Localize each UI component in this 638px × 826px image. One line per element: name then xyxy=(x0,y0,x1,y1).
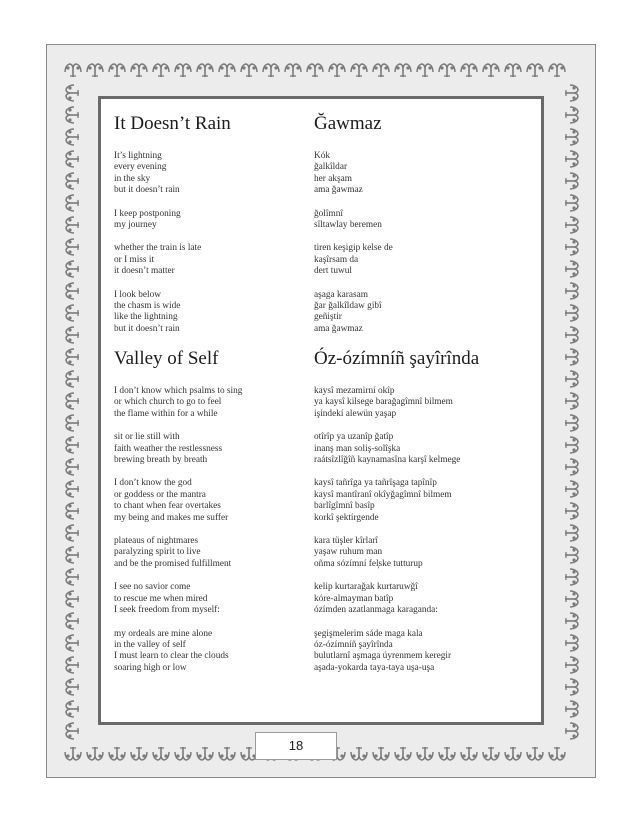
poem-english-valley-of-self xyxy=(114,348,324,686)
ornament-motif xyxy=(565,613,578,629)
ornament-motif xyxy=(565,85,578,101)
ornament-motif xyxy=(175,747,191,760)
ornament-motif xyxy=(65,64,81,77)
ornament-motif xyxy=(565,635,578,651)
ornament-motif xyxy=(285,64,301,77)
poem-line: whether the train is late xyxy=(114,243,202,254)
poem-line: brewing breath by breath xyxy=(114,455,208,466)
ornament-motif xyxy=(565,151,578,167)
ornament-motif xyxy=(565,195,578,211)
ornament-motif xyxy=(565,393,578,409)
ornament-motif xyxy=(439,747,455,760)
poem-line: paralyzing spirit to live xyxy=(114,547,201,558)
ornament-motif xyxy=(66,305,79,321)
ornament-motif xyxy=(66,349,79,365)
ornament-motif xyxy=(417,747,433,760)
poem-line: otîrîp ya uzanîp ğatîp xyxy=(314,432,394,443)
poem-line: kara tüşler kîrlarî xyxy=(314,536,379,547)
poem-line: to rescue me when mired xyxy=(114,593,208,604)
ornament-motif xyxy=(565,217,578,233)
ornamental-border-frame xyxy=(46,44,596,778)
ornament-motif xyxy=(263,64,279,77)
poem-title: Óz-ózímníñ şayîrînda xyxy=(314,348,480,369)
poem-line: barlîgîmnî basîp xyxy=(314,501,375,512)
ornament-motif xyxy=(565,327,578,343)
stanza xyxy=(314,582,524,616)
poem-title: It Doesn’t Rain xyxy=(114,113,231,134)
ornament-motif xyxy=(66,239,79,255)
ornament-motif xyxy=(66,415,79,431)
ornament-motif xyxy=(505,747,521,760)
ornament-motif xyxy=(417,64,433,77)
ornament-motif xyxy=(87,64,103,77)
ornament-motif xyxy=(565,173,578,189)
stanza xyxy=(114,151,324,197)
ornament-motif xyxy=(483,747,499,760)
ornament-motif xyxy=(197,747,213,760)
poem-line: inanş man soliş-solîşka xyxy=(314,443,401,454)
poem-line: I don’t know which psalms to sing xyxy=(114,386,243,396)
ornament-motif xyxy=(351,64,367,77)
ornament-motif xyxy=(175,64,191,77)
poem-crimean-tatar-gawmaz xyxy=(314,113,524,347)
ornament-motif xyxy=(461,747,477,760)
poem-line: yaşaw ruhum man xyxy=(314,547,383,558)
ornament-motif xyxy=(565,437,578,453)
page-number: 18 xyxy=(255,732,337,760)
poem-line: faith weather the restlessness xyxy=(114,443,223,454)
poem-line: kaysî tañrîga ya tañrîşaga tapînîp xyxy=(314,478,437,489)
poem-line: kaysî mezamirní okîp xyxy=(314,386,395,396)
poem-line: I must learn to clear the clouds xyxy=(114,651,229,662)
ornament-motif xyxy=(565,349,578,365)
ornament-motif xyxy=(351,747,367,760)
ornament-motif xyxy=(109,64,125,77)
stanza xyxy=(314,243,524,277)
ornament-motif xyxy=(153,747,169,760)
ornament-motif xyxy=(66,283,79,299)
ornament-motif xyxy=(527,747,543,760)
ornament-motif xyxy=(131,747,147,760)
ornament-motif xyxy=(565,547,578,563)
ornament-motif xyxy=(66,107,79,123)
poem-line: but it doesn’t rain xyxy=(114,185,180,196)
ornament-motif xyxy=(505,64,521,77)
stanza xyxy=(314,151,524,197)
ornament-motif xyxy=(307,64,323,77)
ornament-motif xyxy=(66,129,79,145)
ornament-motif xyxy=(565,657,578,673)
poem-line: or I miss it xyxy=(114,254,155,265)
poem-line: soaring high or low xyxy=(114,662,187,673)
poem-line: Kók xyxy=(314,151,331,161)
poem-line: it doesn’t matter xyxy=(114,266,175,277)
poem-english-it-doesnt-rain xyxy=(114,113,324,347)
poem-line: and be the promised fulfillment xyxy=(114,558,232,569)
poem-line: my ordeals are mine alone xyxy=(114,628,213,639)
ornament-motif xyxy=(565,283,578,299)
ornament-motif xyxy=(66,327,79,343)
ornament-motif xyxy=(65,747,81,760)
poem-crimean-tatar-oz-ozimnin-sayirinda xyxy=(314,348,524,686)
stanza xyxy=(114,582,324,616)
poem-line: the chasm is wide xyxy=(114,301,181,312)
stanza xyxy=(114,386,324,420)
poem-line: in the sky xyxy=(114,173,151,184)
poem-line: kóre-almayman batîp xyxy=(314,593,394,604)
poem-line: or which church to go to feel xyxy=(114,397,222,408)
poem-line: my being and makes me suffer xyxy=(114,512,229,523)
poem-line: I seek freedom from myself: xyxy=(114,605,220,616)
poem-line: I see no savior come xyxy=(114,582,191,593)
ornament-motif xyxy=(219,64,235,77)
ornament-motif xyxy=(527,64,543,77)
poem-line: ğolîmnî xyxy=(314,208,343,219)
ornament-motif xyxy=(131,64,147,77)
poem-line: ğalkîldar xyxy=(314,162,348,173)
ornament-motif xyxy=(373,747,389,760)
ornament-motif xyxy=(66,525,79,541)
ornament-motif xyxy=(565,239,578,255)
poem-line: her akşam xyxy=(314,173,352,184)
ornament-motif xyxy=(66,569,79,585)
poem-line: şegişmelerim sáde maga kala xyxy=(314,628,423,639)
ornament-motif xyxy=(549,64,565,77)
ornament-motif xyxy=(66,591,79,607)
poem-line: kaysî mantîranî okîyğagîmnî bilmem xyxy=(314,489,452,500)
poem-line: bulutlarnî aşmaga úyrenmem keregir xyxy=(314,651,452,662)
ornament-motif xyxy=(197,64,213,77)
stanza xyxy=(314,290,524,336)
ornament-motif xyxy=(66,701,79,717)
ornament-motif xyxy=(395,747,411,760)
poem-line: the flame within for a while xyxy=(114,408,218,419)
stanza xyxy=(114,290,324,336)
stanza xyxy=(314,209,524,232)
poem-line: I keep postponing xyxy=(114,208,181,219)
poem-line: to chant when fear overtakes xyxy=(114,501,221,512)
poem-line: It’s lightning xyxy=(114,151,162,161)
poem-line: óz-ózímníñ şayîrînda xyxy=(314,639,393,650)
ornament-motif xyxy=(483,64,499,77)
stanza xyxy=(114,243,324,277)
ornament-motif xyxy=(461,64,477,77)
poem-line: but it doesn’t rain xyxy=(114,323,180,334)
ornament-motif xyxy=(66,503,79,519)
poem-line: I look below xyxy=(114,289,161,300)
ornament-motif xyxy=(565,569,578,585)
ornament-motif xyxy=(66,261,79,277)
poem-line: raátsîzlîğîñ kaynamasîna karşî kelmege xyxy=(314,455,461,466)
poem-line: kaşîrsam da xyxy=(314,254,359,265)
ornament-motif xyxy=(549,747,565,760)
ornament-motif xyxy=(395,64,411,77)
poem-line: sit or lie still with xyxy=(114,432,180,443)
stanza xyxy=(314,432,524,466)
ornament-motif xyxy=(66,151,79,167)
poem-line: tiren keşigip kelse de xyxy=(314,243,393,254)
poem-line: oñma sózímní fel̦ske tutturup xyxy=(314,558,423,569)
stanza xyxy=(114,209,324,232)
ornament-motif xyxy=(66,85,79,101)
ornament-motif xyxy=(565,305,578,321)
ornament-motif xyxy=(329,64,345,77)
ornament-motif xyxy=(66,481,79,497)
ornament-motif xyxy=(66,679,79,695)
poem-line: every evening xyxy=(114,162,167,173)
ornament-motif xyxy=(565,679,578,695)
poem-line: ya kaysî kilsege barağagîmnî bilmem xyxy=(314,397,453,408)
ornament-motif xyxy=(66,217,79,233)
ornament-motif xyxy=(66,459,79,475)
ornament-motif xyxy=(439,64,455,77)
poem-line: ama ğawmaz xyxy=(314,185,363,196)
poem-title: Valley of Self xyxy=(114,348,219,369)
ornament-motif xyxy=(565,371,578,387)
ornament-motif xyxy=(565,107,578,123)
stanza xyxy=(314,478,524,524)
ornament-motif xyxy=(565,503,578,519)
ornament-motif xyxy=(66,195,79,211)
stanza xyxy=(114,629,324,675)
poem-line: korkî şektírgende xyxy=(314,512,379,523)
stanza xyxy=(114,478,324,524)
stanza xyxy=(114,536,324,570)
ornament-motif xyxy=(241,64,257,77)
poem-line: my journey xyxy=(114,220,157,231)
ornament-motif xyxy=(66,437,79,453)
ornament-motif xyxy=(66,635,79,651)
poem-line: ózímden azatlanmaga karaganda: xyxy=(314,605,438,616)
poem-line: sîltawlay beremen xyxy=(314,220,382,231)
ornament-motif xyxy=(66,657,79,673)
ornament-motif xyxy=(66,547,79,563)
poem-line: like the lightning xyxy=(114,312,178,323)
poem-line: kelip kurtarağak kurtaruwğî xyxy=(314,582,418,593)
poem-title: Ğawmaz xyxy=(314,113,382,134)
poem-line: işindekí alewün yaşap xyxy=(314,408,397,419)
ornament-motif xyxy=(565,591,578,607)
stanza xyxy=(114,432,324,466)
content-panel xyxy=(98,96,544,725)
ornament-motif xyxy=(109,747,125,760)
stanza xyxy=(314,536,524,570)
ornament-motif xyxy=(219,747,235,760)
ornament-motif xyxy=(565,459,578,475)
ornament-motif xyxy=(565,261,578,277)
poem-line: ğar ğalkîldaw gibî xyxy=(314,301,382,312)
ornament-motif xyxy=(66,371,79,387)
poem-line: ama ğawmaz xyxy=(314,323,363,334)
ornament-motif xyxy=(373,64,389,77)
ornament-motif xyxy=(66,393,79,409)
ornament-motif xyxy=(66,173,79,189)
stanza xyxy=(314,629,524,675)
ornament-motif xyxy=(565,723,578,739)
ornament-motif xyxy=(153,64,169,77)
poem-line: dert tuwul xyxy=(314,266,352,277)
poem-line: geñiştir xyxy=(314,312,342,323)
poem-line: plateaus of nightmares xyxy=(114,536,199,547)
poem-line: in the valley of self xyxy=(114,639,186,650)
ornament-motif xyxy=(565,481,578,497)
ornament-motif xyxy=(66,613,79,629)
poem-line: aşada-yokarda taya-taya uşa-uşa xyxy=(314,662,435,673)
ornament-motif xyxy=(565,525,578,541)
poem-line: or goddess or the mantra xyxy=(114,489,206,500)
ornament-motif xyxy=(66,723,79,739)
poem-line: I don’t know the god xyxy=(114,478,192,489)
ornament-motif xyxy=(87,747,103,760)
poem-line: aşaga karasam xyxy=(314,289,368,300)
ornament-motif xyxy=(565,701,578,717)
stanza xyxy=(314,386,524,420)
ornament-motif xyxy=(565,415,578,431)
ornament-motif xyxy=(565,129,578,145)
